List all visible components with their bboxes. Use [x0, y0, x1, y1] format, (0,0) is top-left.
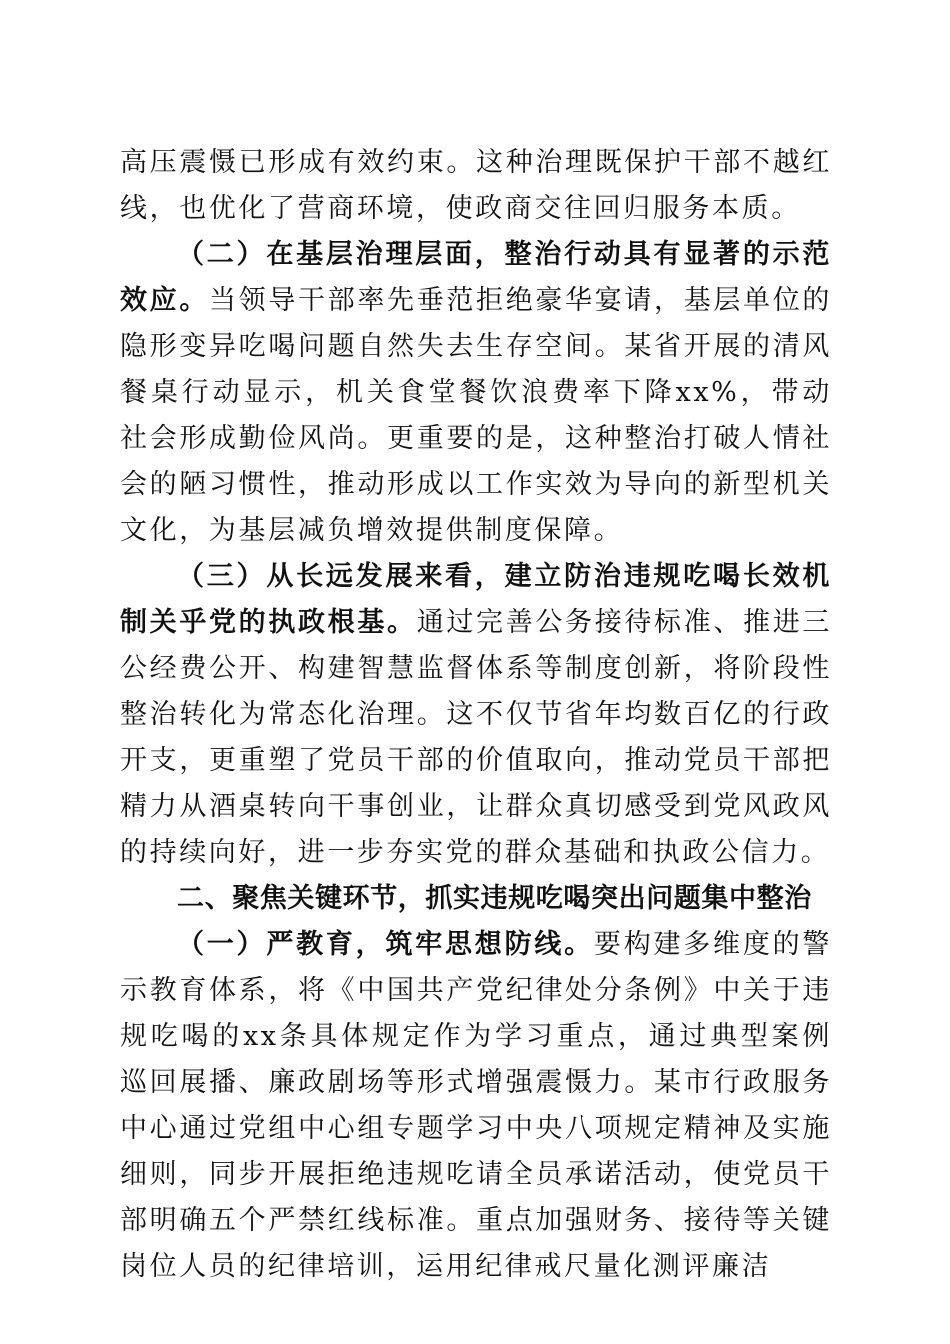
paragraph-text: 通过完善公务接待标准、推进三公经费公开、构建智慧监督体系等制度创新，将阶段性整治转化为常态化治理。这不仅节省年均数百亿的行政开支，更重塑了党员干部的价值取向，推动党员干部把精力从酒桌转向干事创业，让群众真切感受到党风政风的持续向好，进一步夯实党的群众基础和执政公信力。 — [120, 607, 833, 868]
document-body — [120, 140, 832, 1290]
paragraph-grassroots-governance — [120, 232, 832, 554]
paragraph-strict-education — [120, 922, 832, 1290]
paragraph-text: 要构建多维度的警示教育体系，将《中国共产党纪律处分条例》中关于违规吃喝的xx条具体规定作为学习重点，通过典型案例巡回展播、廉政剧场等形式增强震慑力。某市行政服务中心通过党组中心组专题学习中央八项规定精神及实施细则，同步开展拒绝违规吃请全员承诺活动，使党员干部明确五个严禁红线标准。重点加强财务、接待等关键岗位人员的纪律培训，运用纪律戒尺量化测评廉洁 — [120, 929, 832, 1282]
paragraph-continuation — [120, 140, 832, 232]
paragraph-long-term-mechanism — [120, 554, 832, 876]
paragraph-lead: （三）从长远发展来看，建立防治违规吃喝长效机制关乎党的执政根基。 — [120, 561, 832, 638]
paragraph-text: 当领导干部率先垂范拒绝豪华宴请，基层单位的隐形变异吃喝问题自然失去生存空间。某省开展的清风餐桌行动显示，机关食堂餐饮浪费率下降xx%，带动社会形成勤俭风尚。更重要的是，这种整治打破人情社会的陋习惯性，推动形成以工作实效为导向的新型机关文化，为基层减负增效提供制度保障。 — [120, 285, 832, 546]
section-heading: 二、聚焦关键环节，抓实违规吃喝突出问题集中整治 — [177, 883, 812, 914]
paragraph-lead: （二）在基层治理层面，整治行动具有显著的示范效应。 — [120, 239, 832, 316]
paragraph-text: 高压震慑已形成有效约束。这种治理既保护干部不越红线，也优化了营商环境，使政商交往回归服务本质。 — [120, 147, 832, 224]
paragraph-lead: （一）严教育，筑牢思想防线。 — [177, 929, 594, 960]
